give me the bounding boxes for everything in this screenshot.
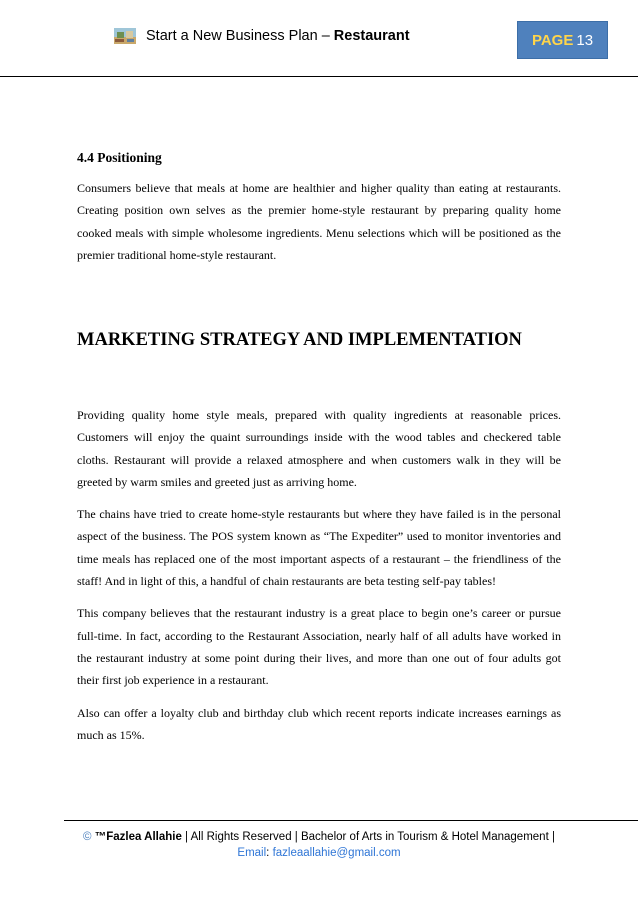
logo-icon [114, 28, 136, 44]
marketing-paragraph: This company believes that the restaurant industry is a great place to begin one’s career or pursue full-time. In fact, according to the Restaurant Association, nearly half of all adults have worked in the restaurant industry at some point during their lives, and more than one out of four adults got their first job experience in a restaurant. [77, 606, 561, 688]
footer-rights: | All Rights Reserved | Bachelor of Arts in Tourism & Hotel Management | [181, 831, 555, 843]
marketing-heading: MARKETING STRATEGY AND IMPLEMENTATION [77, 330, 522, 350]
page-label: PAGE [531, 31, 574, 49]
footer-line-1 [77, 829, 561, 845]
section-paragraph: Consumers believe that meals at home are healthier and higher quality than eating at restaurants. Creating position own selves as the premier home-style restaurant by preparing quality home cooked meals with simple wholesome ingredients. Menu selections which will be positioned as the premier traditional home-style restaurant. [77, 181, 561, 262]
positioning-section [77, 150, 561, 266]
footer-divider [64, 820, 638, 821]
email-link[interactable]: fazleaallahie@gmail.com [272, 847, 401, 859]
header-title [146, 28, 410, 44]
marketing-paragraph: The chains have tried to create home-style restaurants but where they have failed is in the personal aspect of the business. The POS system known as “The Expediter” used to monitor inventories and time meals has replaced one of the most important aspects of a restaurant – the friendliness of the staff! And in light of this, a handful of chain restaurants are beta testing self-pay tables! [77, 507, 561, 589]
page-number: 13 [576, 31, 594, 49]
footer-line-2 [77, 845, 561, 861]
email-label: Email [237, 847, 267, 859]
page-number-badge [517, 21, 608, 59]
footer-author: ™Fazlea Allahie [94, 831, 182, 843]
section-heading: 4.4 Positioning [77, 150, 162, 165]
header-title-plain: Start a New Business Plan – [146, 28, 334, 44]
marketing-paragraph: Providing quality home style meals, prepared with quality ingredients at reasonable prices. Customers will enjoy the quaint surroundings inside with the wood tables and checkered table cloths. Restaurant will provide a relaxed atmosphere and when customers walk in they will be greeted by warm smiles and greeted just as arriving home. [77, 408, 561, 489]
marketing-body [77, 404, 561, 756]
copyright-symbol: © [83, 831, 92, 843]
page-header [0, 0, 638, 77]
header-title-bold: Restaurant [333, 28, 410, 44]
email-separator: : [266, 847, 273, 859]
page-footer [77, 829, 561, 861]
marketing-paragraph: Also can offer a loyalty club and birthday club which recent reports indicate increases earnings as much as 15%. [77, 705, 561, 742]
